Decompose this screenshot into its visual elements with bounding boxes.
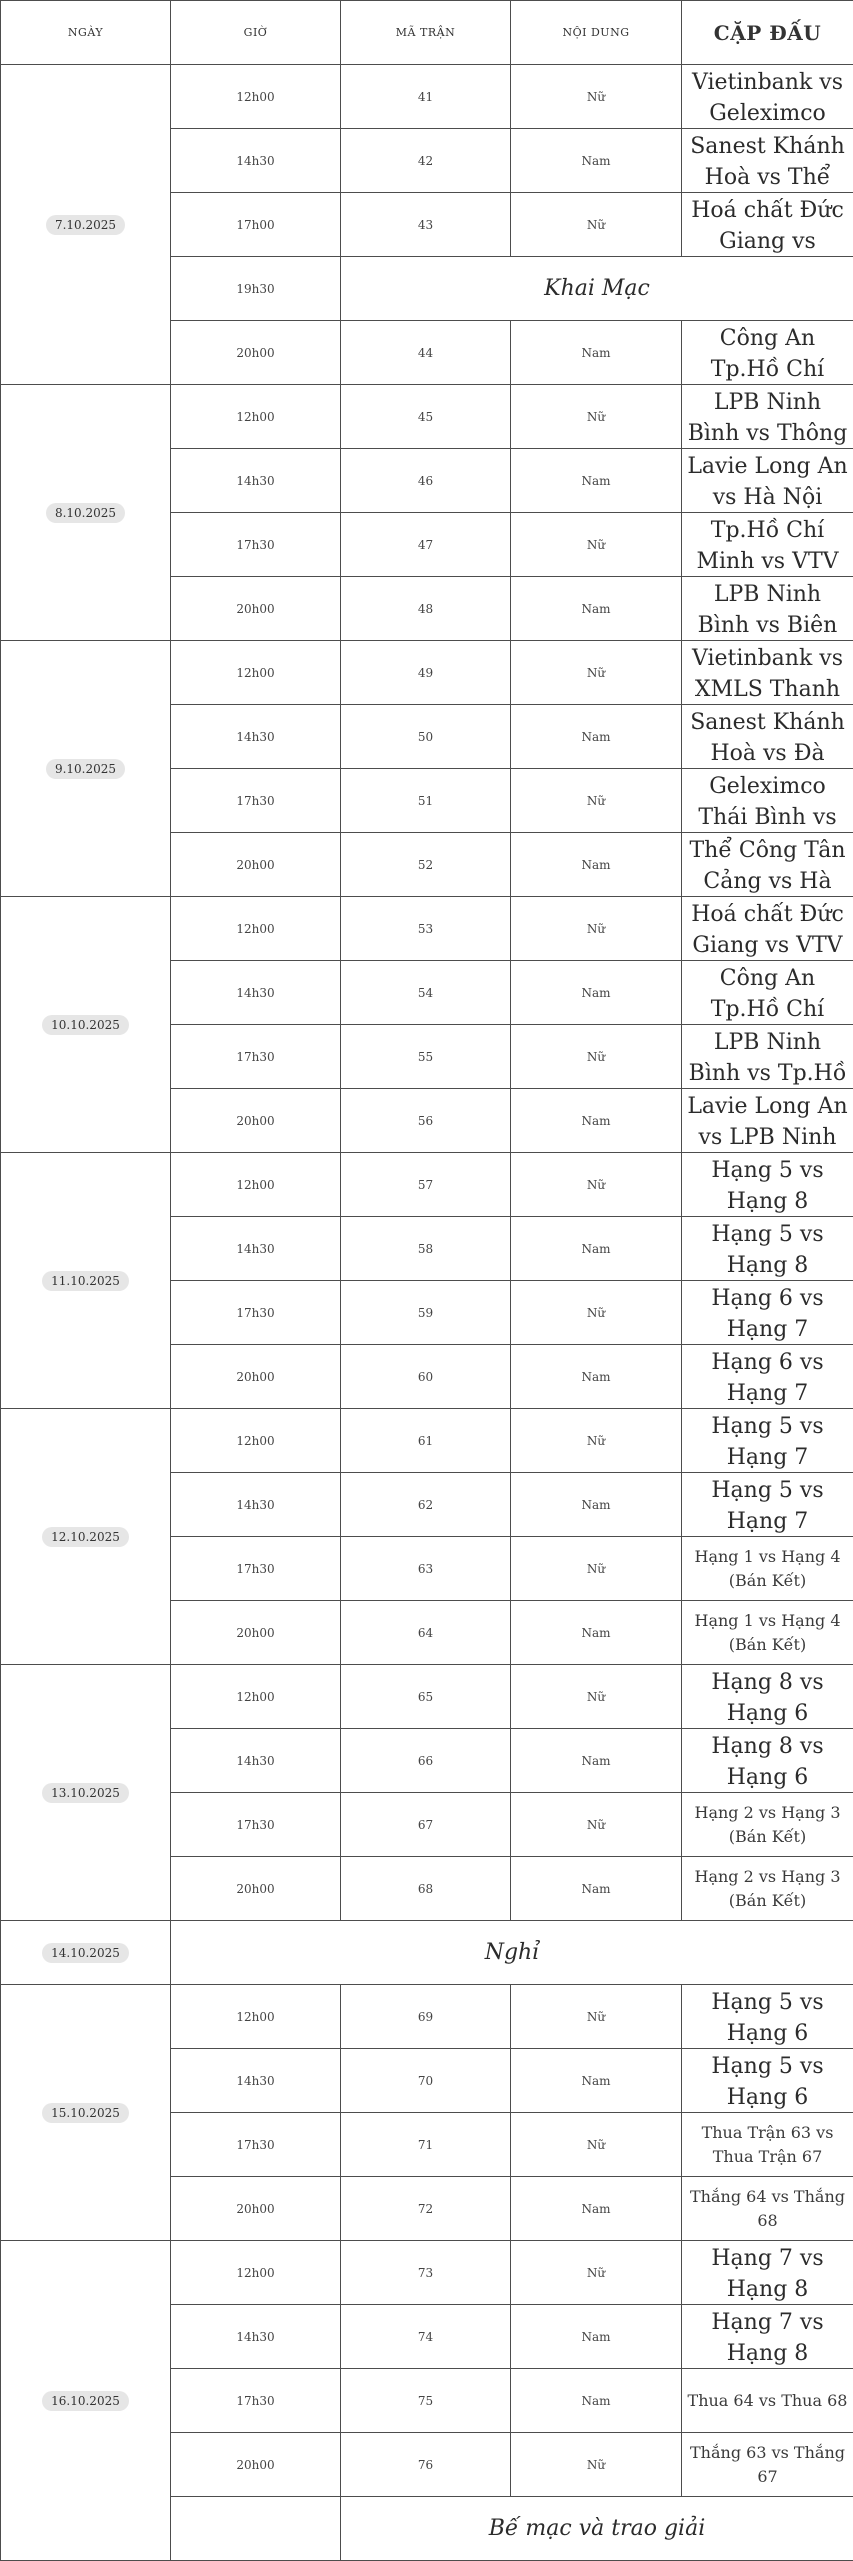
category-cell: Nữ: [511, 1793, 682, 1857]
category-cell: Nam: [511, 2049, 682, 2113]
matchup-cell: [682, 1409, 853, 1473]
matchup-text: Thể Công Tân Cảng vs Hà: [682, 834, 853, 895]
match-number-cell: 55: [341, 1025, 511, 1089]
time-cell: 17h30: [171, 1025, 341, 1089]
time-cell: 20h00: [171, 1089, 341, 1153]
category-cell: Nam: [511, 1601, 682, 1665]
day-cell: [1, 1665, 171, 1921]
matchup-text: Geleximco Thái Bình vs: [682, 770, 853, 831]
matchup-cell: [682, 1537, 853, 1601]
time-cell: 17h30: [171, 1793, 341, 1857]
schedule-row: [1, 1665, 853, 1729]
match-number-cell: 53: [341, 897, 511, 961]
matchup-cell: [682, 385, 853, 449]
category-cell: Nam: [511, 1473, 682, 1537]
time-cell: 14h30: [171, 1729, 341, 1793]
matchup-text: Hạng 5 vs Hạng 8: [682, 1154, 853, 1215]
schedule-body: [1, 65, 853, 2561]
category-cell: Nữ: [511, 385, 682, 449]
day-cell: [1, 1985, 171, 2241]
match-number-cell: 73: [341, 2241, 511, 2305]
time-cell: 17h30: [171, 513, 341, 577]
time-cell: 12h00: [171, 385, 341, 449]
matchup-text: Hạng 8 vs Hạng 6: [682, 1730, 853, 1791]
matchup-cell: [682, 577, 853, 641]
day-cell: [1, 65, 171, 385]
time-cell: 14h30: [171, 705, 341, 769]
match-number-cell: 43: [341, 193, 511, 257]
header-time: GIỜ: [171, 1, 341, 65]
time-cell: 20h00: [171, 2433, 341, 2497]
matchup-text: Sanest Khánh Hoà vs Đà: [682, 706, 853, 767]
category-cell: Nữ: [511, 513, 682, 577]
time-cell: 12h00: [171, 65, 341, 129]
category-cell: Nam: [511, 961, 682, 1025]
category-cell: Nữ: [511, 1665, 682, 1729]
category-cell: Nam: [511, 1089, 682, 1153]
time-cell: 12h00: [171, 1409, 341, 1473]
time-cell: 17h30: [171, 769, 341, 833]
matchup-cell: [682, 1665, 853, 1729]
schedule-row: [1, 641, 853, 705]
matchup-text: Hạng 7 vs Hạng 8: [682, 2242, 853, 2303]
matchup-cell: [682, 641, 853, 705]
time-cell: 20h00: [171, 321, 341, 385]
matchup-text: Thua Trận 63 vs Thua Trận 67: [682, 2121, 853, 2169]
category-cell: Nữ: [511, 1985, 682, 2049]
header-match-number: MÃ TRẬN: [341, 1, 511, 65]
date-badge: 16.10.2025: [42, 2391, 129, 2411]
matchup-cell: [682, 1153, 853, 1217]
match-number-cell: 49: [341, 641, 511, 705]
matchup-cell: [682, 1345, 853, 1409]
matchup-text: Thua 64 vs Thua 68: [682, 2389, 853, 2413]
matchup-text: Hạng 5 vs Hạng 7: [682, 1474, 853, 1535]
match-number-cell: 62: [341, 1473, 511, 1537]
category-cell: Nữ: [511, 1025, 682, 1089]
matchup-text: Thắng 64 vs Thắng 68: [682, 2185, 853, 2233]
match-number-cell: 57: [341, 1153, 511, 1217]
header-matchup: CẶP ĐẤU: [682, 1, 853, 65]
matchup-cell: [682, 1601, 853, 1665]
match-number-cell: 42: [341, 129, 511, 193]
time-cell: 12h00: [171, 641, 341, 705]
time-cell: 17h30: [171, 2369, 341, 2433]
date-badge: 10.10.2025: [42, 1015, 129, 1035]
time-cell: 12h00: [171, 1153, 341, 1217]
matchup-cell: [682, 1729, 853, 1793]
category-cell: Nam: [511, 833, 682, 897]
category-cell: Nữ: [511, 641, 682, 705]
matchup-cell: [682, 833, 853, 897]
time-cell: 14h30: [171, 449, 341, 513]
time-cell: 17h30: [171, 2113, 341, 2177]
matchup-cell: [682, 513, 853, 577]
matchup-cell: [682, 1281, 853, 1345]
match-number-cell: 59: [341, 1281, 511, 1345]
date-badge: 12.10.2025: [42, 1527, 129, 1547]
category-cell: Nữ: [511, 65, 682, 129]
rest-day-row: [1, 1921, 853, 1985]
schedule-row: [1, 1153, 853, 1217]
category-cell: Nữ: [511, 2113, 682, 2177]
category-cell: Nam: [511, 2177, 682, 2241]
time-cell: 14h30: [171, 2305, 341, 2369]
time-cell: 17h30: [171, 1537, 341, 1601]
match-number-cell: 60: [341, 1345, 511, 1409]
time-cell: 14h30: [171, 1217, 341, 1281]
matchup-cell: [682, 1025, 853, 1089]
matchup-text: Hạng 6 vs Hạng 7: [682, 1346, 853, 1407]
time-cell: [171, 2497, 341, 2561]
match-number-cell: 76: [341, 2433, 511, 2497]
match-number-cell: 47: [341, 513, 511, 577]
matchup-cell: [682, 1217, 853, 1281]
match-number-cell: 54: [341, 961, 511, 1025]
category-cell: Nữ: [511, 1153, 682, 1217]
day-cell: [1, 1409, 171, 1665]
matchup-cell: [682, 129, 853, 193]
time-cell: 20h00: [171, 2177, 341, 2241]
matchup-cell: [682, 2369, 853, 2433]
matchup-text: Hạng 6 vs Hạng 7: [682, 1282, 853, 1343]
matchup-text: Thắng 63 vs Thắng 67: [682, 2441, 853, 2489]
match-number-cell: 50: [341, 705, 511, 769]
category-cell: Nam: [511, 129, 682, 193]
match-number-cell: 52: [341, 833, 511, 897]
match-number-cell: 65: [341, 1665, 511, 1729]
category-cell: Nữ: [511, 2433, 682, 2497]
match-number-cell: 67: [341, 1793, 511, 1857]
match-number-cell: 48: [341, 577, 511, 641]
date-badge: 9.10.2025: [46, 759, 125, 779]
category-cell: Nam: [511, 2369, 682, 2433]
day-cell: [1, 2241, 171, 2561]
match-number-cell: 58: [341, 1217, 511, 1281]
schedule-row: [1, 1409, 853, 1473]
time-cell: 12h00: [171, 1985, 341, 2049]
matchup-cell: [682, 2305, 853, 2369]
category-cell: Nam: [511, 1345, 682, 1409]
matchup-cell: [682, 705, 853, 769]
day-cell: [1, 1153, 171, 1409]
match-number-cell: 64: [341, 1601, 511, 1665]
matchup-cell: [682, 961, 853, 1025]
matchup-text: Hạng 5 vs Hạng 6: [682, 1986, 853, 2047]
matchup-text: Hạng 5 vs Hạng 8: [682, 1218, 853, 1279]
matchup-text: Công An Tp.Hồ Chí: [682, 322, 853, 383]
time-cell: 20h00: [171, 833, 341, 897]
match-number-cell: 66: [341, 1729, 511, 1793]
matchup-text: Tp.Hồ Chí Minh vs VTV: [682, 514, 853, 575]
header-category: NỘI DUNG: [511, 1, 682, 65]
schedule-row: [1, 385, 853, 449]
header-day: NGÀY: [1, 1, 171, 65]
matchup-text: Hạng 2 vs Hạng 3 (Bán Kết): [682, 1865, 853, 1913]
time-cell: 17h30: [171, 1281, 341, 1345]
category-cell: Nam: [511, 577, 682, 641]
matchup-text: Hạng 1 vs Hạng 4 (Bán Kết): [682, 1545, 853, 1593]
matchup-cell: [682, 2177, 853, 2241]
match-number-cell: 51: [341, 769, 511, 833]
matchup-cell: [682, 1857, 853, 1921]
matchup-text: Hạng 7 vs Hạng 8: [682, 2306, 853, 2367]
matchup-text: Hoá chất Đức Giang vs: [682, 194, 853, 255]
time-cell: 12h00: [171, 897, 341, 961]
matchup-cell: [682, 2113, 853, 2177]
matchup-cell: [682, 2241, 853, 2305]
date-badge: 7.10.2025: [46, 215, 125, 235]
match-number-cell: 63: [341, 1537, 511, 1601]
category-cell: Nam: [511, 449, 682, 513]
match-number-cell: 44: [341, 321, 511, 385]
time-cell: 20h00: [171, 1857, 341, 1921]
category-cell: Nữ: [511, 193, 682, 257]
match-number-cell: 69: [341, 1985, 511, 2049]
category-cell: Nữ: [511, 1281, 682, 1345]
time-cell: 14h30: [171, 961, 341, 1025]
category-cell: Nam: [511, 2305, 682, 2369]
matchup-text: LPB Ninh Bình vs Biên: [682, 578, 853, 639]
matchup-text: Công An Tp.Hồ Chí: [682, 962, 853, 1023]
date-badge: 15.10.2025: [42, 2103, 129, 2123]
matchup-cell: [682, 321, 853, 385]
date-badge: 13.10.2025: [42, 1783, 129, 1803]
date-badge: 14.10.2025: [42, 1943, 129, 1963]
matchup-cell: [682, 2433, 853, 2497]
time-cell: 20h00: [171, 1601, 341, 1665]
schedule-row: [1, 2241, 853, 2305]
time-cell: 20h00: [171, 577, 341, 641]
time-cell: 14h30: [171, 129, 341, 193]
match-number-cell: 71: [341, 2113, 511, 2177]
match-number-cell: 68: [341, 1857, 511, 1921]
day-cell: [1, 385, 171, 641]
category-cell: Nữ: [511, 2241, 682, 2305]
category-cell: Nam: [511, 1857, 682, 1921]
day-cell: [1, 1921, 171, 1985]
matchup-text: LPB Ninh Bình vs Tp.Hồ: [682, 1026, 853, 1087]
schedule-row: [1, 897, 853, 961]
match-number-cell: 56: [341, 1089, 511, 1153]
matchup-cell: [682, 2049, 853, 2113]
time-cell: 17h00: [171, 193, 341, 257]
time-cell: 20h00: [171, 1345, 341, 1409]
category-cell: Nữ: [511, 1409, 682, 1473]
matchup-text: Vietinbank vs Geleximco: [682, 66, 853, 127]
time-cell: 12h00: [171, 2241, 341, 2305]
match-number-cell: 74: [341, 2305, 511, 2369]
match-number-cell: 45: [341, 385, 511, 449]
matchup-cell: [682, 65, 853, 129]
matchup-text: LPB Ninh Bình vs Thông: [682, 386, 853, 447]
time-cell: 14h30: [171, 2049, 341, 2113]
matchup-text: Vietinbank vs XMLS Thanh: [682, 642, 853, 703]
date-badge: 11.10.2025: [42, 1271, 129, 1291]
category-cell: Nữ: [511, 769, 682, 833]
category-cell: Nữ: [511, 1537, 682, 1601]
matchup-text: Hạng 2 vs Hạng 3 (Bán Kết): [682, 1801, 853, 1849]
time-cell: 12h00: [171, 1665, 341, 1729]
matchup-cell: [682, 1793, 853, 1857]
matchup-text: Hạng 8 vs Hạng 6: [682, 1666, 853, 1727]
schedule-row: [1, 1985, 853, 2049]
matchup-text: Hạng 1 vs Hạng 4 (Bán Kết): [682, 1609, 853, 1657]
matchup-cell: [682, 1089, 853, 1153]
matchup-cell: [682, 1473, 853, 1537]
category-cell: Nam: [511, 705, 682, 769]
date-badge: 8.10.2025: [46, 503, 125, 523]
matchup-text: Hạng 5 vs Hạng 7: [682, 1410, 853, 1471]
matchup-cell: [682, 897, 853, 961]
category-cell: Nữ: [511, 897, 682, 961]
time-cell: 19h30: [171, 257, 341, 321]
match-number-cell: 46: [341, 449, 511, 513]
matchup-cell: [682, 193, 853, 257]
matchup-cell: [682, 449, 853, 513]
match-number-cell: 75: [341, 2369, 511, 2433]
matchup-cell: [682, 769, 853, 833]
day-cell: [1, 641, 171, 897]
match-number-cell: 72: [341, 2177, 511, 2241]
matchup-cell: [682, 1985, 853, 2049]
category-cell: Nam: [511, 1217, 682, 1281]
rest-day-label: Nghỉ: [171, 1921, 853, 1985]
matchup-text: Lavie Long An vs LPB Ninh: [682, 1090, 853, 1151]
match-number-cell: 41: [341, 65, 511, 129]
matchup-text: Hạng 5 vs Hạng 6: [682, 2050, 853, 2111]
schedule-row: [1, 65, 853, 129]
event-label: Khai Mạc: [341, 257, 853, 321]
matchup-text: Lavie Long An vs Hà Nội: [682, 450, 853, 511]
category-cell: Nam: [511, 321, 682, 385]
day-cell: [1, 897, 171, 1153]
event-label: Bế mạc và trao giải: [341, 2497, 853, 2561]
category-cell: Nam: [511, 1729, 682, 1793]
match-number-cell: 70: [341, 2049, 511, 2113]
matchup-text: Sanest Khánh Hoà vs Thể: [682, 130, 853, 191]
match-number-cell: 61: [341, 1409, 511, 1473]
matchup-text: Hoá chất Đức Giang vs VTV: [682, 898, 853, 959]
header-row: [1, 1, 853, 65]
time-cell: 14h30: [171, 1473, 341, 1537]
